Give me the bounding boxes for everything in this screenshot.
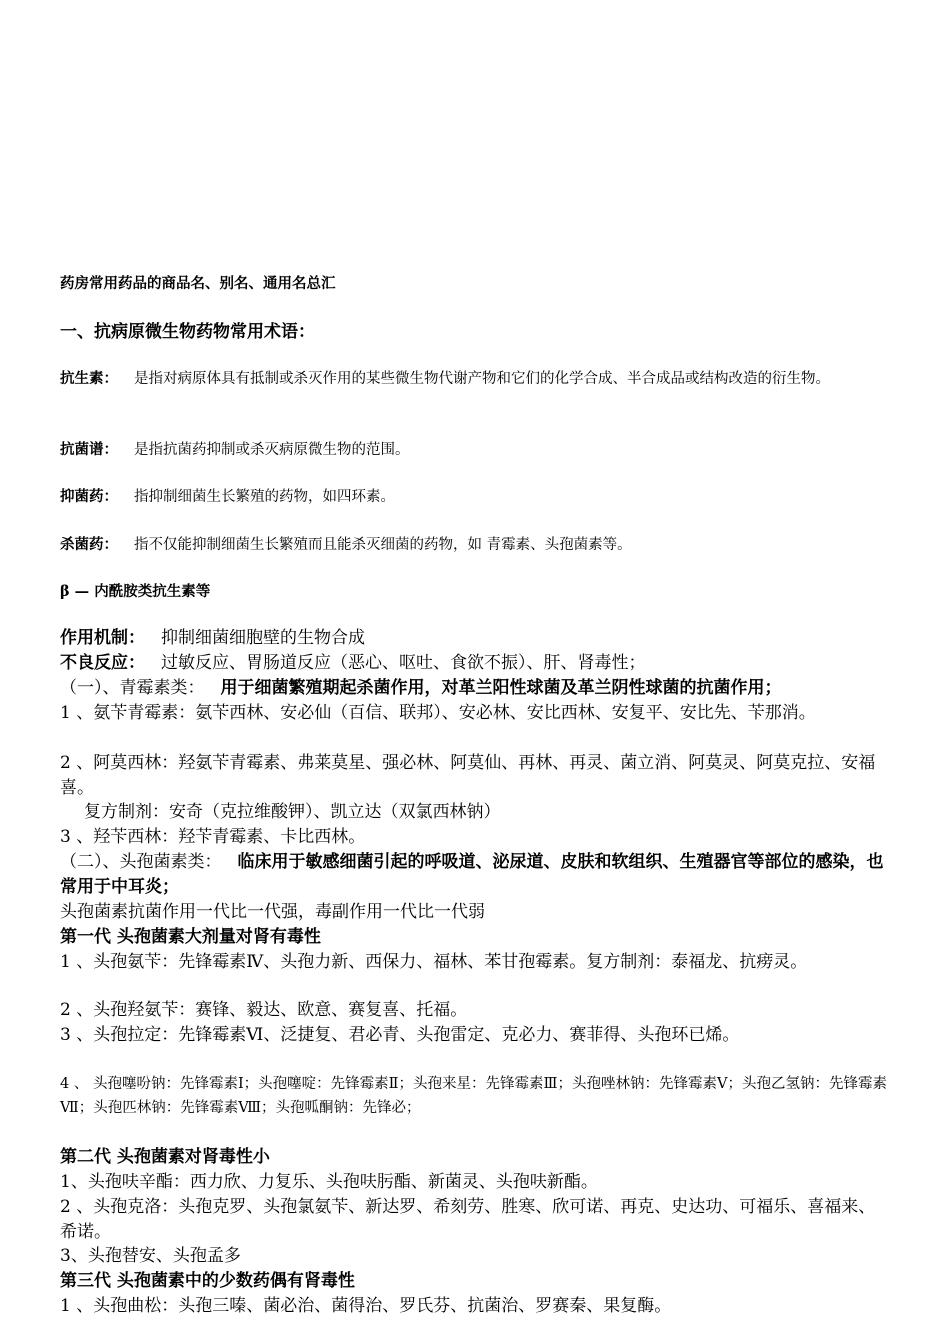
- term-definition: 是指对病原体具有抵制或杀灭作用的某些微生物代谢产物和它们的化学合成、半合成品或结构改造的衍生物。: [134, 371, 830, 387]
- term-definition: 指不仅能抑制细菌生长繁殖而且能杀灭细菌的药物，如 青霉素、头孢菌素等。: [134, 537, 632, 553]
- adverse-text: 过敏反应、胃肠道反应（恶心、呕吐、食欲不振）、肝、肾毒性；: [161, 653, 646, 673]
- term-definition: 是指抗菌药抑制或杀灭病原微生物的范围。: [134, 442, 410, 458]
- term-definition: 指抑制细菌生长繁殖的药物，如四环素。: [134, 489, 395, 505]
- gen2-heading: 第二代 头孢菌素对肾毒性小: [60, 1147, 270, 1167]
- gen1-item: 3 、头孢拉定：先锋霉素Ⅵ、泛捷复、君必青、头孢雷定、克必力、赛菲得、头孢环已烯。: [60, 1025, 740, 1045]
- penicillin-label: （一）、青霉素类：: [60, 678, 205, 698]
- gen1-item: 1 、头孢氨苄：先锋霉素Ⅳ、头孢力新、西保力、福林、苯甘孢霉素。复方制剂：泰福龙、抗痨灵。: [60, 952, 808, 972]
- gen1-heading: 第一代 头孢菌素大剂量对肾有毒性: [60, 927, 321, 947]
- penicillin-item: 1 、氨苄青霉素：氨苄西林、安必仙（百信、联邦）、安必林、安比西林、安复平、安比先、苄那消。: [60, 703, 816, 723]
- mechanism-text: 抑制细菌细胞壁的生物合成: [161, 628, 365, 648]
- term-bacteriostatic: [60, 485, 395, 509]
- adverse-line: [60, 651, 646, 676]
- cephalosporin-note: 头孢菌素抗菌作用一代比一代强，毒副作用一代比一代弱: [60, 902, 485, 922]
- term-label: 杀菌药：: [60, 536, 118, 553]
- term-antibiotic: [60, 367, 890, 391]
- section-heading-terms: 一、抗病原微生物药物常用术语：: [60, 322, 315, 342]
- cephalosporin-heading: [60, 850, 890, 900]
- penicillin-item: 复方制剂：安奇（克拉维酸钾）、凯立达（双氯西林钠）: [84, 802, 501, 822]
- adverse-label: 不良反应：: [60, 653, 145, 673]
- penicillin-item: 2 、阿莫西林：羟氨苄青霉素、弗莱莫星、强必林、阿莫仙、再林、再灵、菌立消、阿莫灵、阿莫克拉、安福喜。: [60, 753, 876, 798]
- term-label: 抑菌药：: [60, 488, 118, 505]
- gen3-heading: 第三代 头孢菌素中的少数药偶有肾毒性: [60, 1271, 355, 1291]
- cephalosporin-label: （二）、头孢菌素类：: [60, 852, 222, 872]
- term-label: 抗菌谱：: [60, 441, 118, 458]
- penicillin-description: 用于细菌繁殖期起杀菌作用，对革兰阳性球菌及革兰阴性球菌的抗菌作用；: [220, 678, 782, 698]
- document-title: 药房常用药品的商品名、别名、通用名总汇: [60, 275, 336, 292]
- mechanism-label: 作用机制：: [60, 628, 145, 648]
- gen2-item: 2 、头孢克洛：头孢克罗、头孢氯氨苄、新达罗、希刻劳、胜寒、欣可诺、再克、史达功、可福乐、喜福来、希诺。: [60, 1197, 876, 1242]
- gen2-item: 1、头孢呋辛酯：西力欣、力复乐、头孢呋肟酯、新菌灵、头孢呋新酯。: [60, 1172, 598, 1192]
- term-label: 抗生素：: [60, 370, 118, 387]
- beta-lactam-heading: β — 内酰胺类抗生素等: [60, 583, 211, 600]
- gen2-item: 3、头孢替安、头孢孟多: [60, 1246, 241, 1266]
- penicillin-item: 3 、羟苄西林：羟苄青霉素、卡比西林。: [60, 827, 366, 847]
- gen1-item: 2 、头孢羟氨苄：赛锋、毅达、欧意、赛复喜、托福。: [60, 1000, 468, 1020]
- cephalosporin-description: 临床用于敏感细菌引起的呼吸道、泌尿道、皮肤和软组织、生殖器官等部位的感染，也常用于中耳炎；: [60, 852, 884, 897]
- penicillin-heading: [60, 676, 782, 701]
- gen1-item: 4 、 头孢噻吩钠：先锋霉素Ⅰ；头孢噻啶：先锋霉素Ⅱ；头孢来星：先锋霉素Ⅲ；头孢唑林钠：先锋霉素Ⅴ；头孢乙氢钠：先锋霉素Ⅶ；头孢匹林钠：先锋霉素Ⅷ；头孢呱酮钠：先锋必；: [60, 1076, 887, 1116]
- term-spectrum: [60, 438, 410, 462]
- mechanism-line: [60, 626, 365, 651]
- gen3-item: 1 、头孢曲松：头孢三嗪、菌必治、菌得治、罗氏芬、抗菌治、罗赛秦、果复酶。: [60, 1296, 672, 1316]
- term-bactericidal: [60, 533, 632, 557]
